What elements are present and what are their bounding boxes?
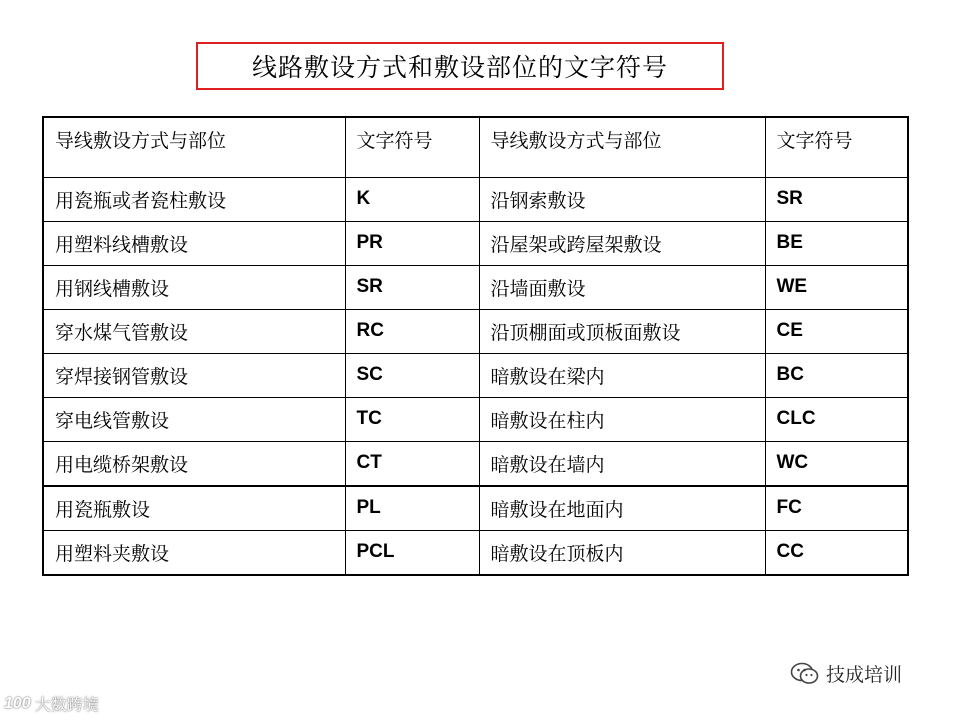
header-symbol-left: 文字符号 [345,117,479,177]
table-row [43,353,908,397]
table-row [43,177,908,221]
method-cell: 用瓷瓶敷设 [43,486,345,531]
symbol-cell: BC [765,353,908,397]
page-title: 线路敷设方式和敷设部位的文字符号 [196,42,724,90]
symbol-cell: RC [345,309,479,353]
header-method-left: 导线敷设方式与部位 [43,117,345,177]
symbol-cell: PCL [345,530,479,575]
symbol-cell: CLC [765,397,908,441]
symbol-table [42,116,909,576]
table-row [43,441,908,486]
watermark-wechat-text: 技成培训 [826,664,903,686]
symbol-cell: FC [765,486,908,531]
method-cell: 用塑料夹敷设 [43,530,345,575]
method-cell: 暗敷设在柱内 [479,397,765,441]
brand-logo: 100 [4,694,31,712]
symbol-cell: SR [765,177,908,221]
method-cell: 穿焊接钢管敷设 [43,353,345,397]
method-cell: 用钢线槽敷设 [43,265,345,309]
method-cell: 暗敷设在地面内 [479,486,765,531]
symbol-cell: K [345,177,479,221]
table-row [43,265,908,309]
symbol-cell: WE [765,265,908,309]
header-symbol-right: 文字符号 [765,117,908,177]
table-row [43,530,908,575]
table-row [43,486,908,531]
symbol-cell: CE [765,309,908,353]
symbol-cell: SC [345,353,479,397]
method-cell: 暗敷设在梁内 [479,353,765,397]
table-row [43,221,908,265]
watermark-brand [4,692,99,715]
method-cell: 用塑料线槽敷设 [43,221,345,265]
table-row [43,309,908,353]
watermark-wechat [790,660,902,687]
symbol-cell: CT [345,441,479,486]
symbol-cell: PR [345,221,479,265]
table-header-row [43,117,908,177]
method-cell: 暗敷设在顶板内 [479,530,765,575]
method-cell: 沿屋架或跨屋架敷设 [479,221,765,265]
watermark-brand-text: 大数跨境 [34,695,99,714]
header-method-right: 导线敷设方式与部位 [479,117,765,177]
symbol-cell: CC [765,530,908,575]
method-cell: 穿电线管敷设 [43,397,345,441]
symbol-cell: BE [765,221,908,265]
method-cell: 沿顶棚面或顶板面敷设 [479,309,765,353]
method-cell: 沿墙面敷设 [479,265,765,309]
symbol-cell: WC [765,441,908,486]
symbol-cell: PL [345,486,479,531]
method-cell: 沿钢索敷设 [479,177,765,221]
method-cell: 穿水煤气管敷设 [43,309,345,353]
symbol-cell: TC [345,397,479,441]
method-cell: 暗敷设在墙内 [479,441,765,486]
method-cell: 用瓷瓶或者瓷柱敷设 [43,177,345,221]
wechat-icon [790,661,820,687]
table-row [43,397,908,441]
symbol-cell: SR [345,265,479,309]
method-cell: 用电缆桥架敷设 [43,441,345,486]
